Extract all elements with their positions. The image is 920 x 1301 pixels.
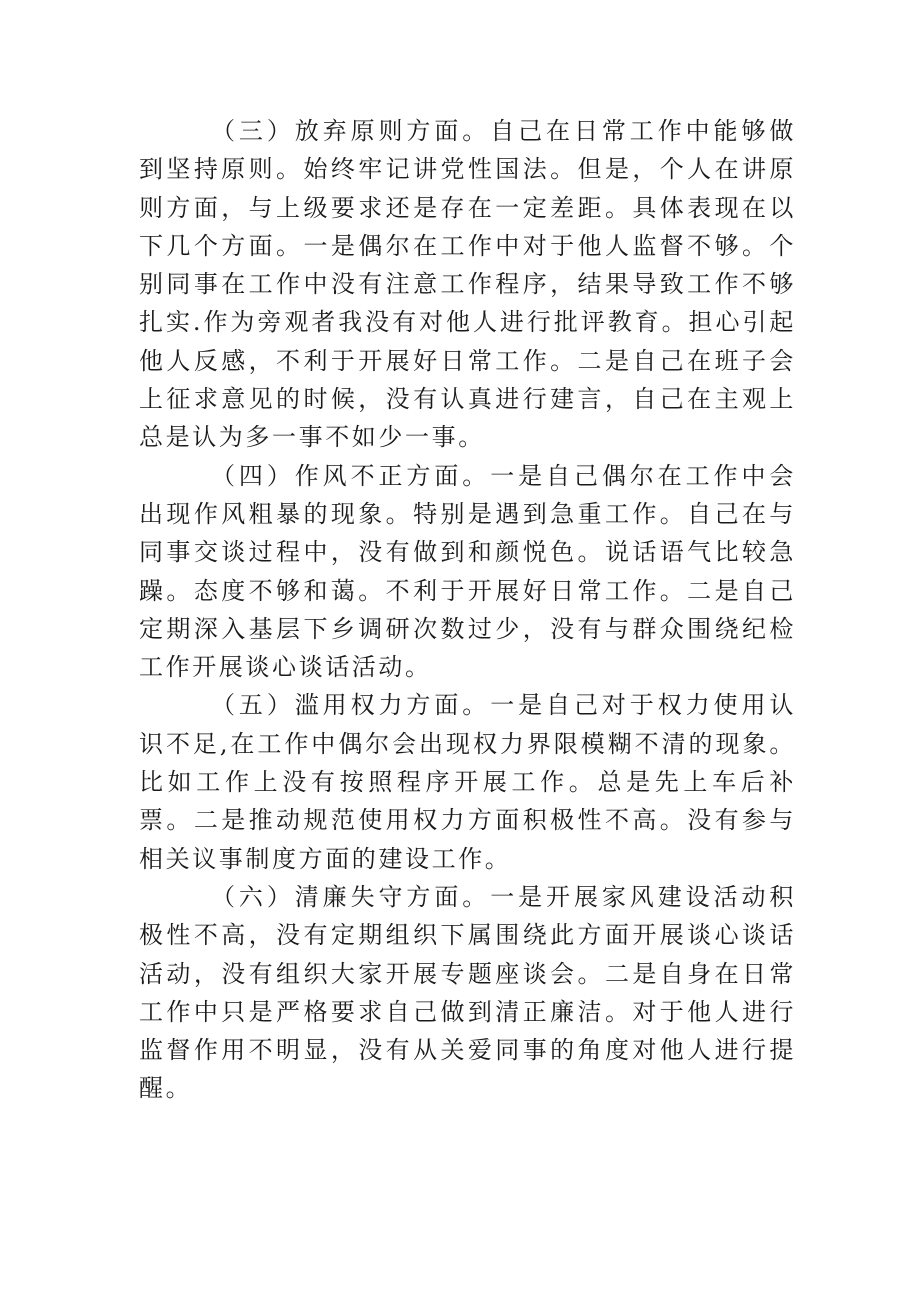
paragraph-principle: （三）放弃原则方面。自己在日常工作中能够做到坚持原则。始终牢记讲党性国法。但是，个人在讲原则方面，与上级要求还是存在一定差距。具体表现在以下几个方面。一是偶尔在工作中对于他人监督不够。个别同事在工作中没有注意工作程序，结果导致工作不够扎实.作为旁观者我没有对他人进行批评教育。担心引起他人反感，不利于开展好日常工作。二是自己在班子会上征求意见的时候，没有认真进行建言，自己在主观上总是认为多一事不如少一事。 xyxy=(139,117,796,452)
paragraph-work-style: （四）作风不正方面。一是自己偶尔在工作中会出现作风粗暴的现象。特别是遇到急重工作。自己在与同事交谈过程中，没有做到和颜悦色。说话语气比较急躁。态度不够和蔼。不利于开展好日常工作。二是自己定期深入基层下乡调研次数过少，没有与群众围绕纪检工作开展谈心谈话活动。 xyxy=(139,461,796,682)
document-body xyxy=(139,112,796,1108)
paragraph-power-abuse: （五）滥用权力方面。一是自己对于权力使用认识不足,在工作中偶尔会出现权力界限模糊不清的现象。比如工作上没有按照程序开展工作。总是先上车后补票。二是推动规范使用权力方面积极性不高。没有参与相关议事制度方面的建设工作。 xyxy=(139,691,796,873)
paragraph-integrity: （六）清廉失守方面。一是开展家风建设活动积极性不高，没有定期组织下属围绕此方面开展谈心谈话活动，没有组织大家开展专题座谈会。二是自身在日常工作中只是严格要求自己做到清正廉洁。对于他人进行监督作用不明显，没有从关爱同事的角度对他人进行提醒。 xyxy=(139,882,796,1103)
